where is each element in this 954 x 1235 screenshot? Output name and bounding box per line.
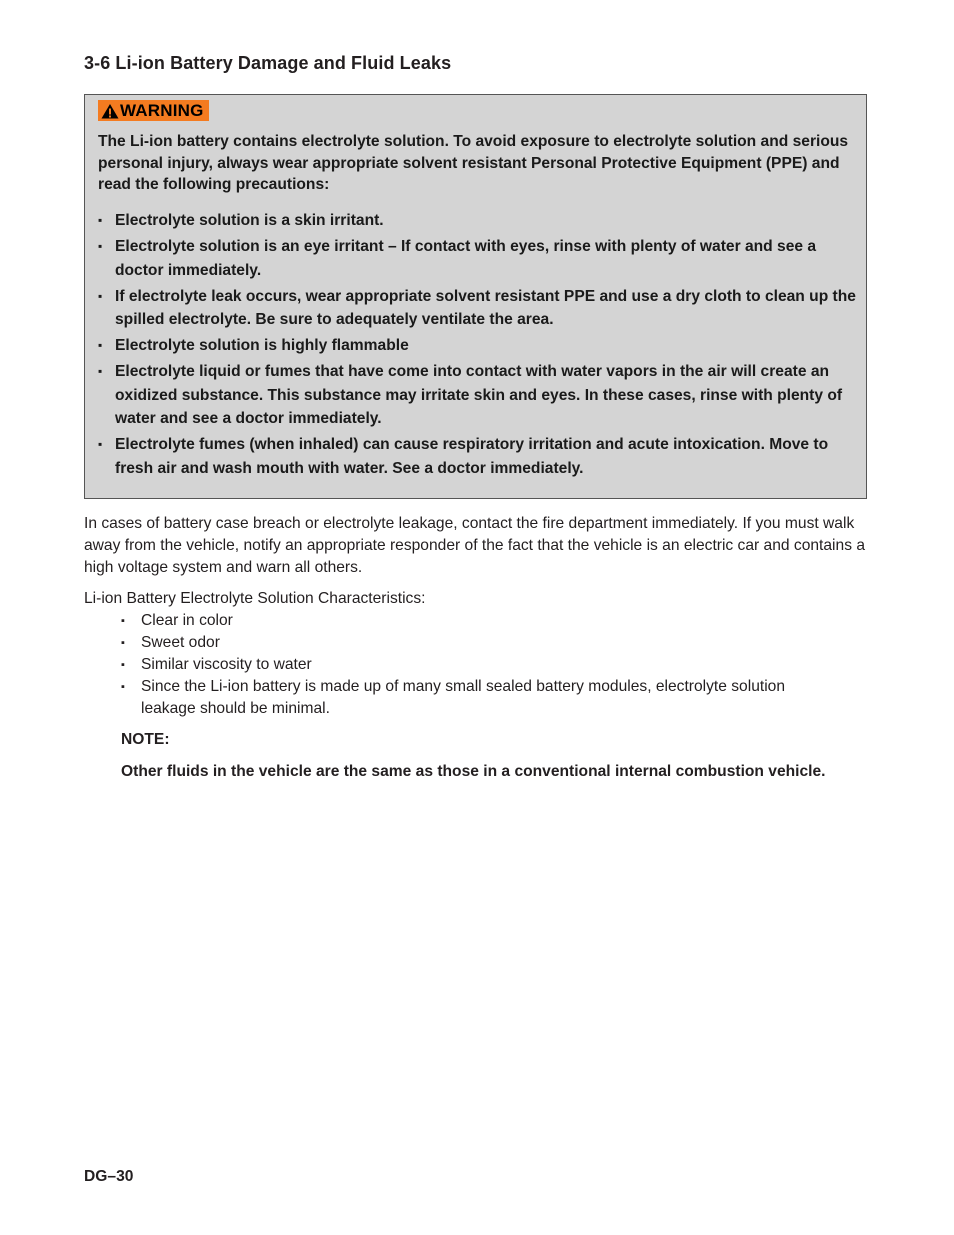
precaution-item: ▪ Electrolyte solution is an eye irritant – If contact with eyes, rinse with plenty of water and see a doctor immediately.	[98, 235, 858, 282]
warning-triangle-icon	[101, 103, 119, 119]
characteristics-title: Li-ion Battery Electrolyte Solution Characteristics:	[84, 590, 426, 607]
section-title: 3-6 Li-ion Battery Damage and Fluid Leaks	[84, 53, 452, 73]
warning-intro: The Li-ion battery contains electrolyte solution. To avoid exposure to electrolyte solution and serious personal injury, always wear appropriate solvent resistant Personal Protective Equipment (PPE) and read the following precautions:	[98, 133, 849, 193]
page-number: DG–30	[84, 1168, 134, 1185]
warning-label: WARNING	[120, 100, 204, 120]
precaution-item: ▪ If electrolyte leak occurs, wear appropriate solvent resistant PPE and use a dry cloth to clean up the spilled electrolyte. Be sure to adequately ventilate the area.	[98, 285, 858, 332]
precaution-item: ▪ Electrolyte solution is highly flammable	[98, 334, 858, 358]
warning-box	[84, 94, 867, 499]
characteristics-list	[121, 610, 841, 720]
warning-precautions-list	[98, 209, 858, 483]
precaution-item: ▪ Electrolyte liquid or fumes that have come into contact with water vapors in the air will create an oxidized substance. This substance may irritate skin and eyes. In these cases, rinse with plenty of water and see a doctor immediately.	[98, 360, 858, 431]
characteristic-item: ▪ Sweet odor	[121, 632, 841, 654]
warning-badge	[98, 100, 209, 121]
precaution-item: ▪ Electrolyte solution is a skin irritant.	[98, 209, 858, 233]
characteristic-item: ▪ Clear in color	[121, 610, 841, 632]
characteristic-item: ▪ Similar viscosity to water	[121, 654, 841, 676]
note-label: NOTE:	[121, 731, 170, 748]
characteristic-item: ▪ Since the Li-ion battery is made up of many small sealed battery modules, electrolyte solution leakage should be minimal.	[121, 676, 841, 720]
note-text: Other fluids in the vehicle are the same as those in a conventional internal combustion vehicle.	[121, 763, 826, 780]
precaution-item: ▪ Electrolyte fumes (when inhaled) can cause respiratory irritation and acute intoxication. Move to fresh air and wash mouth with water. See a doctor immediately.	[98, 433, 858, 480]
leakage-paragraph: In cases of battery case breach or electrolyte leakage, contact the fire department immediately. If you must walk away from the vehicle, notify an appropriate responder of the fact that the vehicle is an electric car and contains a high voltage system and warn all others.	[84, 515, 865, 576]
